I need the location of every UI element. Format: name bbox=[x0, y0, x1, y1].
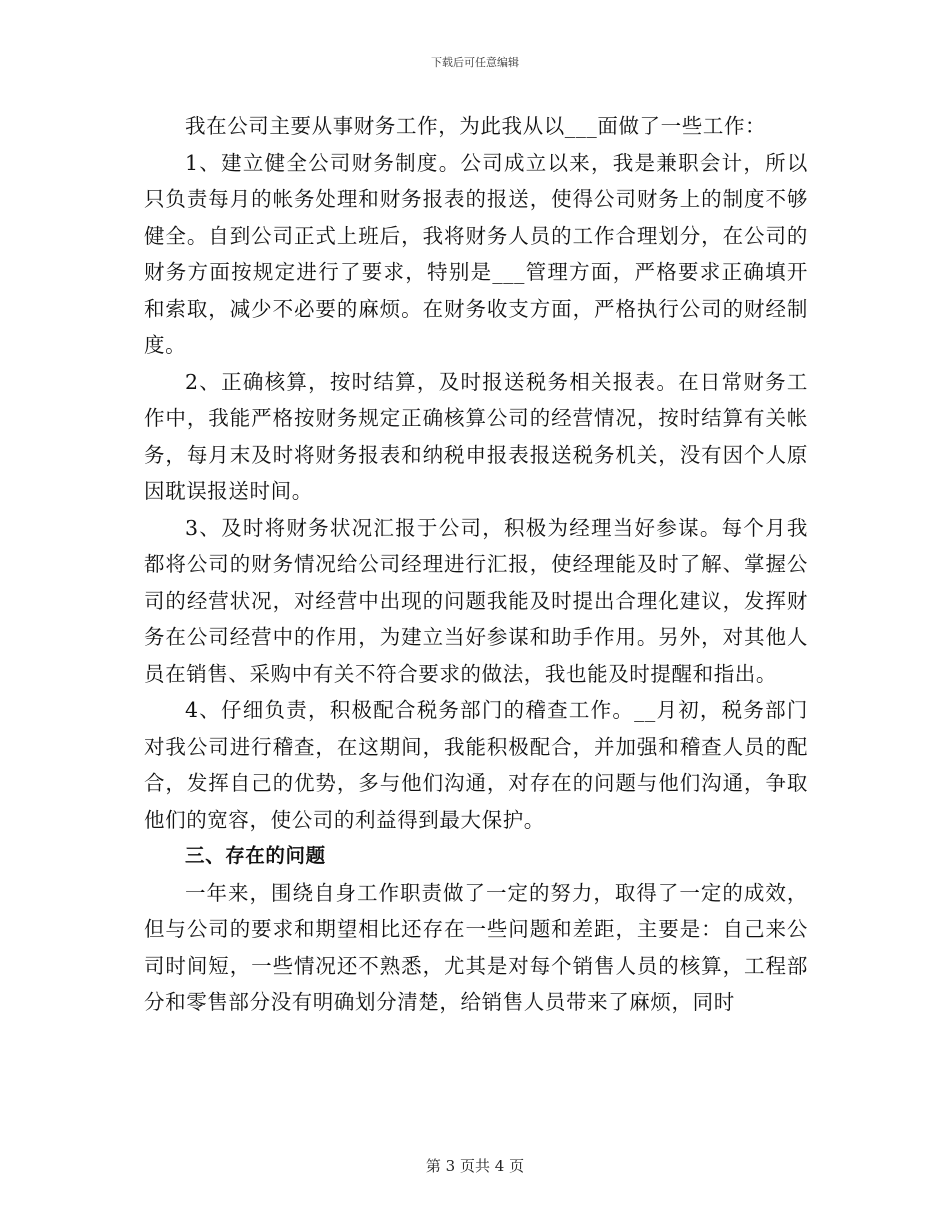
document-body bbox=[144, 108, 808, 1021]
paragraph-intro: 我在公司主要从事财务工作，为此我从以___面做了一些工作： bbox=[185, 114, 767, 138]
paragraph-closing: 一年来，围绕自身工作职责做了一定的努力，取得了一定的成效，但与公司的要求和期望相比还存在一些问题和差距，主要是：自己来公司时间短，一些情况还不熟悉，尤其是对每个销售人员的核算，工程部分和零售部分没有明确划分清楚，给销售人员带来了麻烦，同时 bbox=[144, 880, 808, 1014]
page-header-note: 下载后可任意编辑 bbox=[431, 56, 519, 69]
paragraph-item-2: 2、正确核算，按时结算，及时报送税务相关报表。在日常财务工作中，我能严格按财务规定正确核算公司的经营情况，按时结算有关帐务，每月末及时将财务报表和纳税申报表报送税务机关，没有因个人原因耽误报送时间。 bbox=[144, 369, 808, 503]
paragraph-item-4: 4、仔细负责，积极配合税务部门的稽查工作。__月初，税务部门对我公司进行稽查，在这期间，我能积极配合，并加强和稽查人员的配合，发挥自己的优势，多与他们沟通，对存在的问题与他们沟通，争取他们的宽容，使公司的利益得到最大保护。 bbox=[144, 698, 808, 832]
page-number-footer: 第 3 页共 4 页 bbox=[425, 1157, 525, 1175]
section-heading: 三、存在的问题 bbox=[185, 844, 326, 867]
paragraph-item-1: 1、建立健全公司财务制度。公司成立以来，我是兼职会计，所以只负责每月的帐务处理和财务报表的报送，使得公司财务上的制度不够健全。自到公司正式上班后，我将财务人员的工作合理划分，在公司的财务方面按规定进行了要求，特别是___管理方面，严格要求正确填开和索取，减少不必要的麻烦。在财务收支方面，严格执行公司的财经制度。 bbox=[144, 150, 808, 357]
paragraph-item-3: 3、及时将财务状况汇报于公司，积极为经理当好参谋。每个月我都将公司的财务情况给公司经理进行汇报，使经理能及时了解、掌握公司的经营状况，对经营中出现的问题我能及时提出合理化建议，发挥财务在公司经营中的作用，为建立当好参谋和助手作用。另外，对其他人员在销售、采购中有关不符合要求的做法，我也能及时提醒和指出。 bbox=[144, 515, 808, 686]
